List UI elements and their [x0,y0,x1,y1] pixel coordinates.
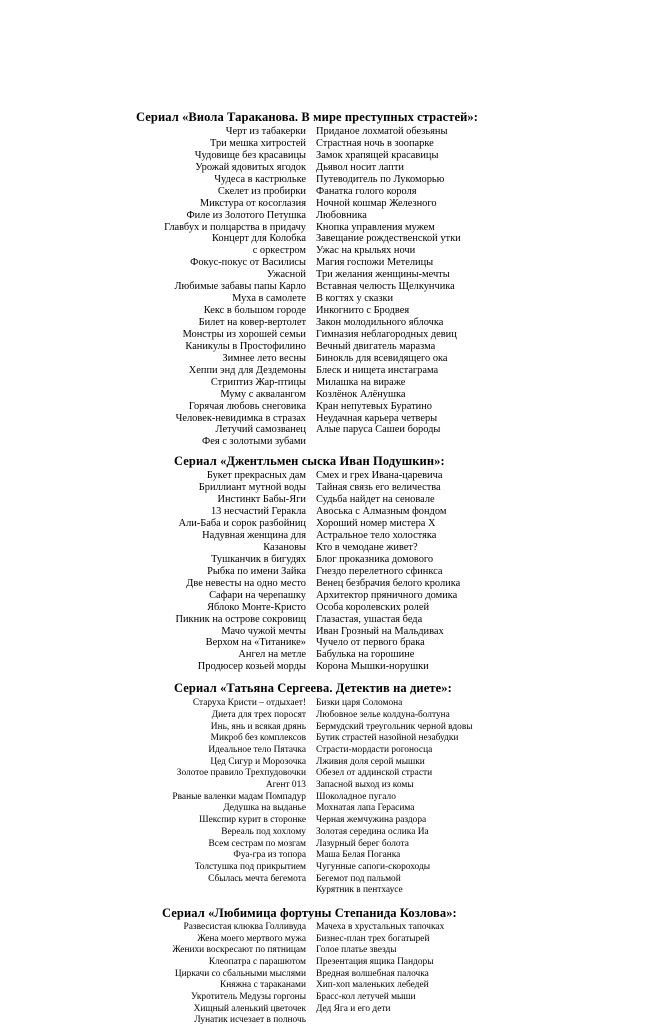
book-title: Закон молодильного яблочка [316,317,444,328]
book-title: Сафари на черепашку [209,589,306,601]
book-title: Фея с золотыми зубами [202,436,306,448]
titles-left-column [0,922,316,1027]
book-title: Милашка на вираже [316,376,406,388]
book-title: 13 несчастий Геракла [210,506,306,518]
book-title: Главбух и полцарства в придачу [164,221,306,233]
book-title: Любимые забавы папы Карло [174,281,306,293]
book-title: Блог проказника домового [316,553,434,565]
book-title: Дедушка на выданье [223,803,306,814]
book-title: Судьба найдет на сеновале [316,494,435,506]
book-title: Авоська с Алмазным фондом [316,506,447,518]
book-title: Жена моего мертвого мужа [197,933,306,944]
book-title: Кекс в большом городе [203,305,306,317]
book-title: Бизнес-план трех богатырей [316,933,430,944]
book-title: Ужас на крыльях ночи [316,245,416,257]
book-title: Клеопатра с парашютом [208,957,306,967]
book-title: Замок храпящей красавицы [316,149,439,161]
book-title: Тушканчик в бигудях [211,553,306,565]
book-title: Кран непутевых Буратино [316,400,432,412]
book-title: Неудачная карьера четверы [316,412,438,424]
book-title: Микстура от косоглазия [199,197,306,209]
book-title: Кто в чемодане живет? [316,541,418,553]
book-title: Толстушка под прикрытием [194,861,306,872]
book-title: Княжна с тараканами [219,980,306,991]
series-section-podushkin [0,454,661,673]
series-section-kozlova [0,906,661,1027]
book-title: Муму с аквалангом [220,388,306,400]
book-title: Вредная волшебная палочка [316,968,429,979]
book-title: Человек-невидимка в стразах [175,412,306,424]
book-title: Каникулы в Простофилино [185,340,306,352]
book-title: Инкогнито с Бродвея [316,305,410,317]
book-title: Астральное тело холостяка [316,530,437,541]
book-title: Тайная связь его величества [316,482,441,494]
book-title: Укротитель Медузы горгоны [191,992,306,1003]
book-title: Шоколадное пугало [316,791,396,802]
book-title: Бегемот под пальмой [316,873,401,884]
book-title: Страстная ночь в зоопарке [316,137,434,149]
book-title: Ангел на метле [238,649,306,661]
book-title: Смех и грех Ивана-царевича [316,470,443,482]
book-title: Брасс-кол летучей мыши [316,992,416,1003]
book-title: Рыбка по имени Зайка [207,565,306,577]
book-title: Пикник на острове сокровищ [175,613,306,625]
book-title: Презентация ящика Пандоры [316,957,434,967]
titles-left-column [0,470,316,673]
book-title: Всем сестрам по мозгам [208,838,306,849]
book-title: В когтях у сказки [316,293,394,305]
book-title: Верхом на «Титанике» [205,637,306,649]
book-title: Черная жемчужина раздора [316,815,427,826]
book-title: Гнездо перелетного сфинкса [316,565,443,577]
book-title: Вставная челюсть Щелкунчика [316,281,455,293]
book-title: Чучело от первого брака [316,637,425,649]
book-title: Букет прекрасных дам [206,470,306,482]
titles-left-column [0,126,316,448]
book-title: Особа королевских ролей [316,601,430,613]
book-title: Мохнатая лапа Герасима [316,803,415,814]
book-title: Лживия доля серой мышки [316,756,425,767]
book-title: Три желания женщины-мечты [316,269,450,281]
document-body [0,110,661,1027]
book-title: Агент 013 [265,780,306,791]
book-title: Путеводитель по Лукоморью [316,173,445,185]
book-title: Продюсер козьей морды [197,661,306,673]
book-title: Филе из Золотого Петушка [186,209,306,221]
book-title: Скелет из пробирки [217,185,306,197]
book-title: Золотое правило Трехпудовочки [176,768,306,779]
book-title: Концерт для Колобка [211,233,306,245]
book-title: Ужасной [266,269,306,281]
book-title: Али-Баба и сорок разбойниц [178,518,306,530]
book-title: Кнопка управления мужем [316,221,435,233]
series-heading: Сериал «Любимица фортуны Степанида Козлова»: [162,905,457,920]
titles-right-column [316,698,661,897]
book-title: Хороший номер мистера Х [316,518,436,530]
book-title: Чудеса в кастрюльке [214,173,306,185]
book-title: Стриптиз Жар-птицы [210,376,306,388]
book-title: Золотая середина ослика Иа [316,826,429,837]
series-section-sergeeva [0,681,661,897]
series-heading: Сериал «Татьяна Сергеева. Детектив на диете»: [174,681,452,696]
book-title: Архитектор пряничного домика [316,589,458,601]
book-title: Развесистая клюква Голливуда [183,921,306,932]
book-title: Зимнее лето весны [222,352,306,364]
book-title: Бизки царя Соломона [316,698,403,709]
book-title: Корона Мышки-норушки [316,661,429,673]
book-title: Лунатик исчезает в полночь [194,1015,306,1026]
book-title: Казановы [263,541,306,553]
book-title: Шекспир курит в сторонке [199,815,306,826]
book-title: Хеппи энд для Дездемоны [188,364,306,376]
book-title: Голое платье звезды [316,945,397,956]
book-title: Венец безбрачия белого кролика [316,577,461,589]
book-title: Фуа-гра из топора [233,850,306,861]
book-title: Идеальное тело Пятачка [208,745,306,755]
book-title: с оркестром [252,245,306,257]
book-title: Надувная женщина для [202,530,306,541]
book-title: Женихи воскресают по пятницам [172,945,306,956]
book-title: Вечный двигатель маразма [316,340,436,352]
book-title: Обезел от аддинской страсти [316,768,433,779]
book-title: Курятник в пентхаусе [316,885,403,896]
book-title: Урожай ядовитых ягодок [195,161,306,173]
book-title: Мачо чужой мечты [221,625,306,637]
book-title: Иван Грозный на Мальдивах [316,625,444,637]
book-title: Микроб без комплексов [210,733,306,744]
book-title: Бермудский треугольник черной вдовы [316,721,473,732]
book-title: Блеск и нищета инстаграма [316,364,439,376]
book-title: Завещание рождественской утки [316,233,461,245]
book-title: Запасной выход из комы [316,780,414,791]
book-title: Любовника [316,209,367,221]
book-title: Гимназия неблагородных девиц [316,328,457,340]
book-title: Бинокль для всевидящего ока [316,352,448,364]
book-title: Страсти-мордасти рогоносца [316,745,433,755]
book-title: Сбылась мечта бегемота [208,873,306,884]
book-title: Черт из табакерки [225,126,306,137]
book-title: Лазурный берег болота [316,838,409,849]
titles-left-column [0,698,316,897]
book-title: Цед Сигур и Морозочка [210,756,306,767]
book-title: Любовное зелье колдуна-болтуна [316,709,450,720]
book-title: Дьявол носит лапти [316,161,404,173]
book-title: Фанатка голого короля [316,185,417,197]
book-title: Старуха Кристи – отдыхает! [192,698,306,709]
book-title: Летучий самозванец [215,424,306,436]
book-title: Две невесты на одно место [186,577,306,589]
book-title: Глазастая, ушастая беда [316,613,423,625]
book-title: Дед Яга и его дети [316,1003,391,1014]
book-title: Магия госпожи Метелицы [316,257,434,269]
book-title: Диета для трех поросят [211,709,306,720]
book-title: Ночной кошмар Железного [316,197,437,209]
book-title: Чугунные сапоги-скороходы [316,861,431,872]
book-title: Бутик страстей назойной незабудки [316,733,459,744]
book-title: Вереаль под хохлому [221,826,306,837]
book-title: Монстры из хорошей семьи [182,328,306,340]
book-title: Хищный аленький цветочек [193,1003,306,1014]
book-title: Билет на ковер-вертолет [198,317,306,328]
book-title: Алые паруса Сашеи бороды [316,424,441,436]
book-title: Муха в самолете [232,293,306,305]
book-title: Бабулька на горошине [316,649,415,661]
book-title: Фокус-покус от Василисы [190,257,306,269]
book-title: Яблоко Монте-Кристо [207,601,306,613]
book-title: Горячая любовь снеговика [188,400,306,412]
book-title: Инстинкт Бабы-Яги [217,494,306,506]
titles-right-column [316,470,661,673]
titles-right-column [316,922,661,1027]
book-title: Маша Белая Поганка [316,850,401,861]
book-title: Инь, янь и всякая дрянь [210,721,306,732]
book-title: Три мешка хитростей [210,137,306,149]
titles-right-column [316,126,661,448]
book-title: Чудовище без красавицы [194,149,306,161]
series-section-viola [0,110,661,448]
book-title: Хип-хоп маленьких лебедей [316,980,429,991]
series-heading: Сериал «Виола Тараканова. В мире преступных страстей»: [136,110,479,124]
book-title: Мачеха в хрустальных тапочках [316,921,445,932]
series-heading: Сериал «Джентльмен сыска Иван Подушкин»: [174,454,445,469]
book-title: Рваные валенки мадам Помпадур [172,791,306,802]
book-title: Приданое лохматой обезьяны [316,126,448,137]
book-title: Козлёнок Алёнушка [316,388,406,400]
book-title: Бриллиант мутной воды [198,482,306,494]
book-title: Циркачи со сбальными мыслями [174,968,306,979]
